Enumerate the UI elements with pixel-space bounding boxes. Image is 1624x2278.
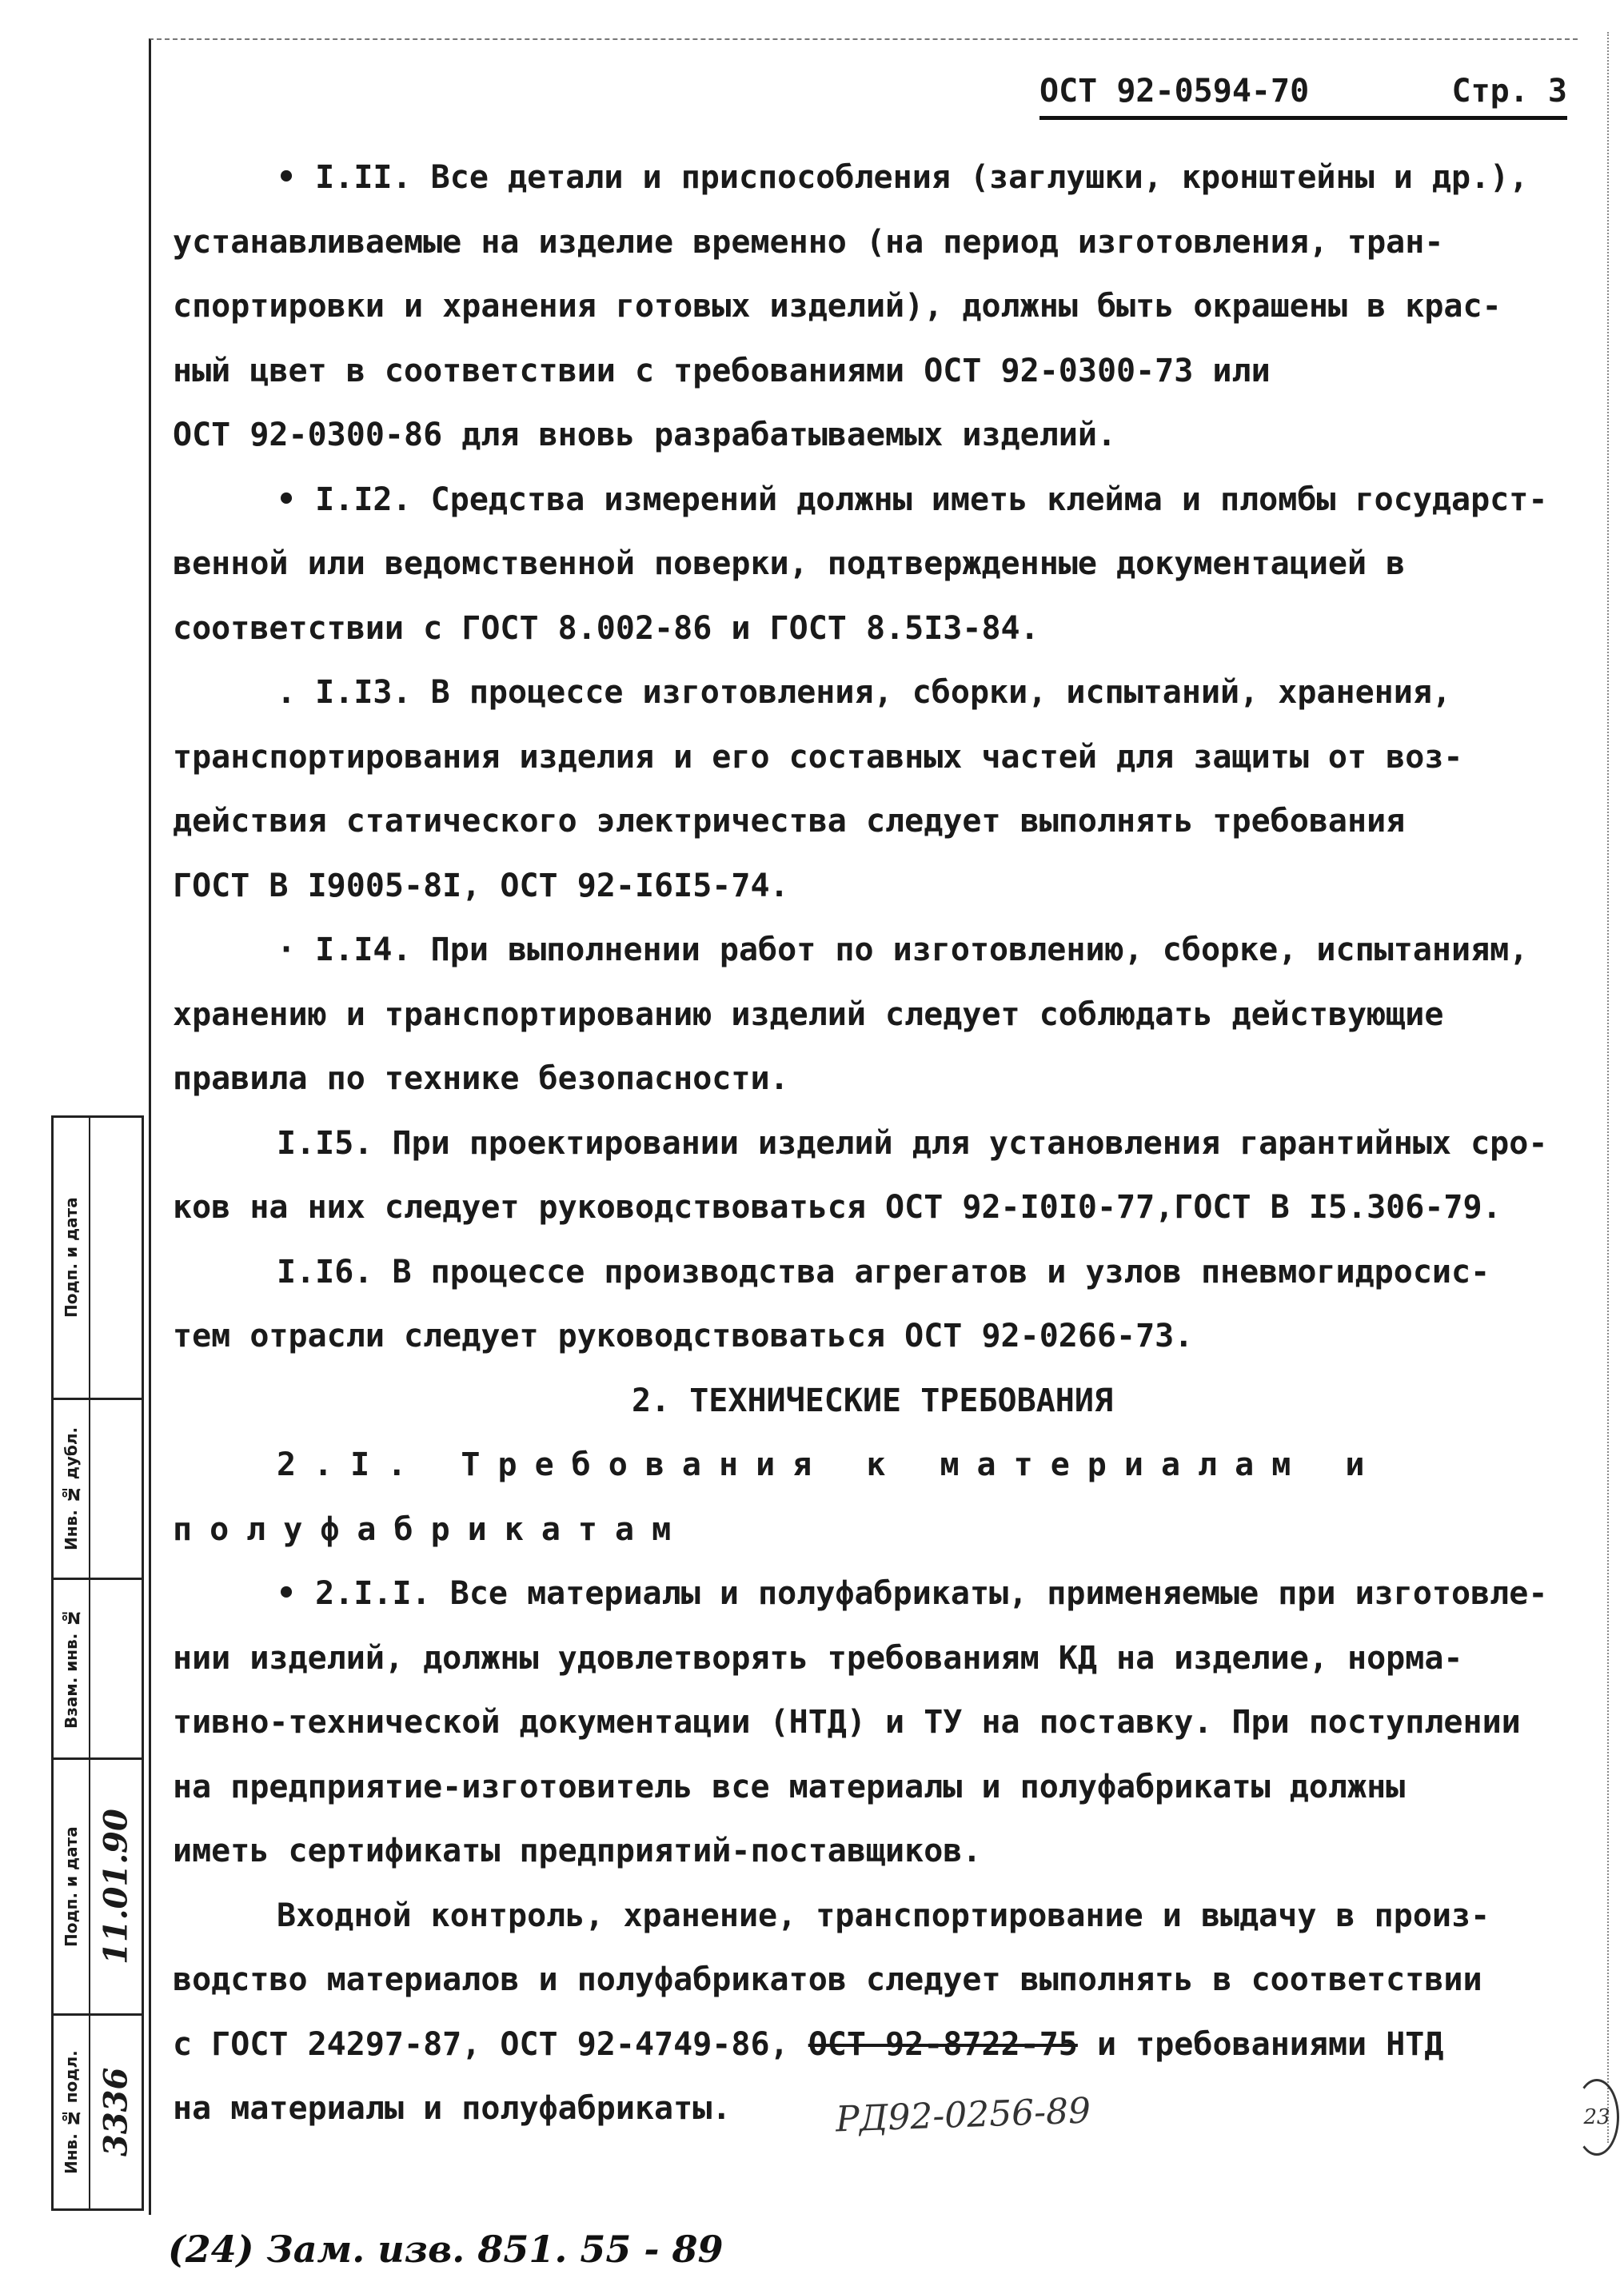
text-line: устанавливаемые на изделие временно (на период изготовления, тран- xyxy=(173,223,1444,261)
stamp-label: Подп. и дата xyxy=(62,1197,81,1319)
change-notice: (24) Зам. изв. 851. 55 - 89 xyxy=(168,2228,724,2271)
stamp-cell xyxy=(54,2013,142,2208)
stamp-label: Взам. инв. № xyxy=(62,1608,81,1729)
text-line: ков на них следует руководствоваться ОСТ 92-I0I0-77,ГОСТ В I5.306-79. xyxy=(173,1189,1502,1226)
struck-reference: ОСТ 92-8722-75 xyxy=(808,2025,1078,2063)
stamp-cell xyxy=(54,1757,142,2013)
text-line: • I.I2. Средства измерений должны иметь клейма и пломбы государст- xyxy=(277,481,1548,518)
text-line: на материалы и полуфабрикаты. xyxy=(173,2090,732,2127)
handwritten-correction: РД92-0256-89 xyxy=(835,2090,1091,2140)
stamp-label: Инв. № подл. xyxy=(62,2050,81,2174)
text-line: действия статического электричества следует выполнять требования xyxy=(173,803,1406,840)
stamp-cell xyxy=(54,1398,142,1578)
page-number: Стр. 3 xyxy=(1451,73,1567,110)
text-line: транспортирования изделия и его составных частей для защиты от воз- xyxy=(173,738,1463,776)
text-line: венной или ведомственной поверки, подтвержденные документацией в xyxy=(173,545,1406,582)
text-line: . I.I3. В процессе изготовления, сборки, испытаний, хранения, xyxy=(277,674,1452,711)
text-line: правила по технике безопасности. xyxy=(173,1060,789,1097)
subsection-heading-cont: полуфабрикатам xyxy=(173,1510,689,1548)
standard-number: ОСТ 92-0594-70 xyxy=(1039,73,1310,110)
stamp-cell xyxy=(54,1118,142,1398)
stamp-value: 11.01.90 xyxy=(97,1809,135,1965)
subsection-heading: 2.I. Требования к материалам и xyxy=(277,1446,1383,1483)
text-line: • 2.I.I. Все материалы и полуфабрикаты, применяемые при изготовле- xyxy=(277,1575,1548,1612)
stamp-label: Подп. и дата xyxy=(62,1826,81,1947)
stamp-value: 3336 xyxy=(97,2067,135,2157)
text-line: тем отрасли следует руководствоваться ОСТ 92-0266-73. xyxy=(173,1318,1194,1354)
text-line: на предприятие-изготовитель все материалы и полуфабрикаты должны xyxy=(173,1768,1406,1805)
text-line: хранению и транспортированию изделий следует соблюдать действующие xyxy=(173,995,1444,1033)
page-edge-line xyxy=(1607,32,1609,2143)
text-line: ОСТ 92-0300-86 для вновь разрабатываемых изделий. xyxy=(173,417,1117,453)
text-line: ный цвет в соответствии с требованиями ОСТ 92-0300-73 или xyxy=(173,352,1271,389)
stamp-value xyxy=(92,1580,140,1757)
text-segment: с ГОСТ 24297-87, ОСТ 92-4749-86, xyxy=(173,2025,808,2063)
text-line: Входной контроль, хранение, транспортирование и выдачу в произ- xyxy=(277,1897,1490,1934)
side-stamp-table xyxy=(51,1115,144,2211)
text-line: водство материалов и полуфабрикатов следует выполнять в соответствии xyxy=(173,1961,1482,1998)
text-segment: и требованиями НТД xyxy=(1077,2025,1444,2063)
text-line: I.I5. При проектировании изделий для установления гарантийных сро- xyxy=(277,1124,1548,1162)
text-line: иметь сертификаты предприятий-поставщиков. xyxy=(173,1833,982,1869)
text-line: соответствии с ГОСТ 8.002-86 и ГОСТ 8.5I3-84. xyxy=(173,609,1039,647)
text-line: тивно-технической документации (НТД) и ТУ на поставку. При поступлении xyxy=(173,1704,1521,1741)
text-line: · I.I4. При выполнении работ по изготовлению, сборке, испытаниям, xyxy=(277,932,1529,968)
stamp-label: Инв. № дубл. xyxy=(62,1426,81,1551)
margin-mark: 23 xyxy=(1574,2079,1619,2156)
stamp-value xyxy=(92,1118,140,1398)
text-line: I.I6. В процессе производства агрегатов и узлов пневмогидросис- xyxy=(277,1253,1490,1291)
stamp-value xyxy=(92,1400,140,1578)
text-line: нии изделий, должны удовлетворять требованиям КД на изделие, норма- xyxy=(173,1639,1463,1677)
text-line xyxy=(173,2013,1572,2077)
text-line: ГОСТ В I9005-8I, ОСТ 92-I6I5-74. xyxy=(173,867,789,904)
document-body xyxy=(173,146,1572,2141)
text-line: • I.II. Все детали и приспособления (заглушки, кронштейны и др.), xyxy=(277,159,1529,196)
page-header xyxy=(1039,72,1567,120)
text-line: спортировки и хранения готовых изделий), должны быть окрашены в крас- xyxy=(173,288,1502,325)
section-heading: 2. ТЕХНИЧЕСКИЕ ТРЕБОВАНИЯ xyxy=(631,1382,1114,1419)
stamp-cell xyxy=(54,1578,142,1757)
